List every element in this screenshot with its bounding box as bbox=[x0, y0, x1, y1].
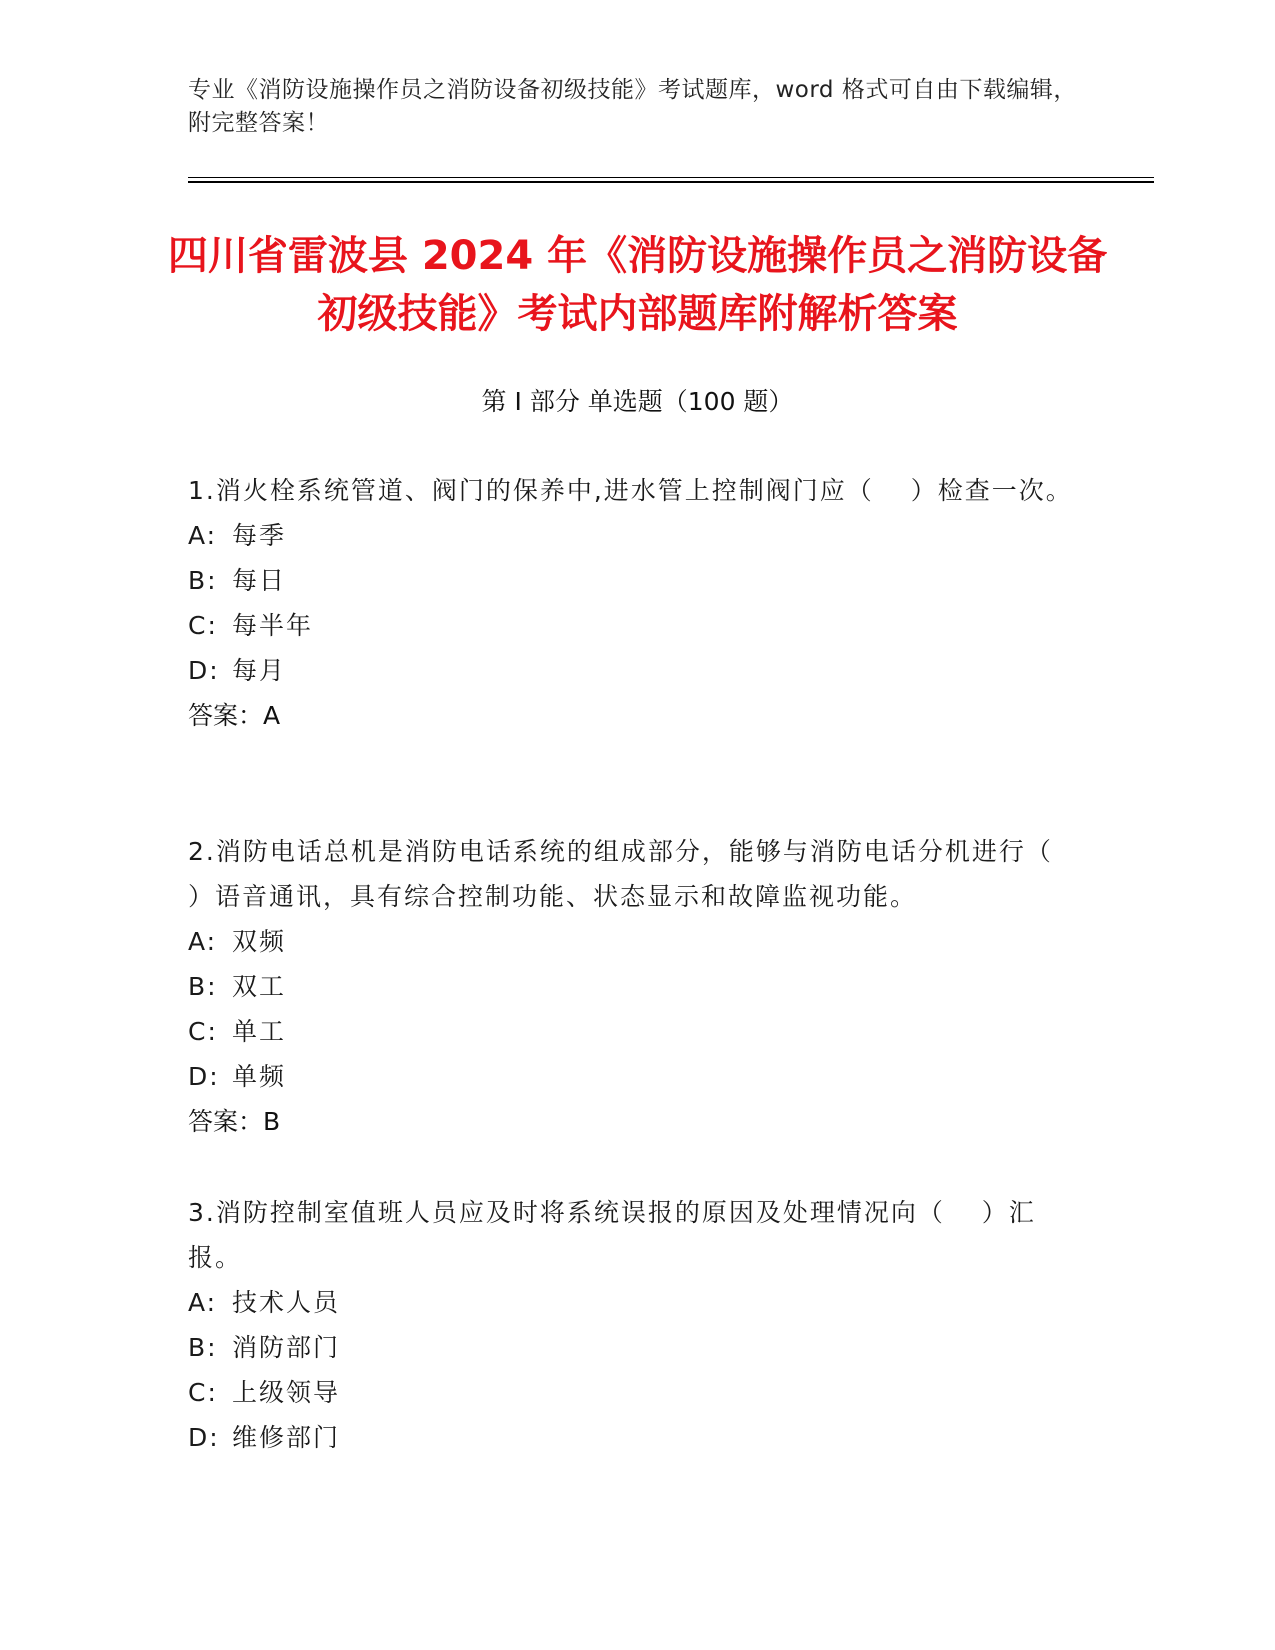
answer-line: 答案：B bbox=[188, 1107, 281, 1136]
question-3 bbox=[188, 1190, 1078, 1460]
option-text: 双工 bbox=[232, 972, 287, 1001]
question-stem: 2.消防电话总机是消防电话系统的组成部分，能够与消防电话分机进行（ ）语音通讯，具有综合控制功能、状态显示和故障监视功能。 bbox=[188, 837, 1090, 911]
option-text: 消防部门 bbox=[232, 1333, 341, 1362]
option-c bbox=[188, 1009, 1078, 1054]
option-c bbox=[188, 1370, 1078, 1415]
option-d bbox=[188, 1415, 1078, 1460]
option-d bbox=[188, 648, 1078, 693]
question-stem: 1.消火栓系统管道、阀门的保养中,进水管上控制阀门应（ ）检查一次。 bbox=[188, 476, 1073, 505]
header-note: 专业《消防设施操作员之消防设备初级技能》考试题库，word 格式可自由下载编辑，附完整答案！ bbox=[188, 77, 1077, 136]
option-letter: C: bbox=[188, 1017, 218, 1046]
question-2 bbox=[188, 829, 1090, 1144]
option-letter: C: bbox=[188, 1378, 218, 1407]
document-title: 四川省雷波县 2024 年《消防设施操作员之消防设备初级技能》考试内部题库附解析答案 bbox=[167, 233, 1108, 337]
option-letter: B: bbox=[188, 1333, 218, 1362]
option-b bbox=[188, 558, 1078, 603]
option-text: 技术人员 bbox=[232, 1288, 341, 1317]
option-letter: D: bbox=[188, 1062, 220, 1091]
option-text: 双频 bbox=[232, 927, 287, 956]
option-a bbox=[188, 513, 1078, 558]
header-rule-thick bbox=[188, 181, 1154, 183]
option-b bbox=[188, 964, 1078, 1009]
option-c bbox=[188, 603, 1078, 648]
option-text: 每半年 bbox=[232, 611, 314, 640]
option-text: 维修部门 bbox=[232, 1423, 341, 1452]
option-letter: B: bbox=[188, 972, 218, 1001]
option-letter: C: bbox=[188, 611, 218, 640]
option-text: 单频 bbox=[232, 1062, 287, 1091]
option-text: 每日 bbox=[232, 566, 287, 595]
option-letter: D: bbox=[188, 656, 220, 685]
option-text: 每月 bbox=[232, 656, 287, 685]
option-text: 上级领导 bbox=[232, 1378, 341, 1407]
option-text: 单工 bbox=[232, 1017, 287, 1046]
option-b bbox=[188, 1325, 1078, 1370]
option-letter: D: bbox=[188, 1423, 220, 1452]
option-letter: B: bbox=[188, 566, 218, 595]
question-stem: 3.消防控制室值班人员应及时将系统误报的原因及处理情况向（ ）汇报。 bbox=[188, 1198, 1036, 1272]
answer-line: 答案：A bbox=[188, 701, 281, 730]
option-a bbox=[188, 919, 1078, 964]
option-d bbox=[188, 1054, 1078, 1099]
option-letter: A: bbox=[188, 521, 218, 550]
option-text: 每季 bbox=[232, 521, 287, 550]
question-1 bbox=[188, 468, 1078, 738]
option-letter: A: bbox=[188, 1288, 218, 1317]
option-a bbox=[188, 1280, 1078, 1325]
section-heading: 第 I 部分 单选题（100 题） bbox=[481, 387, 794, 416]
option-letter: A: bbox=[188, 927, 218, 956]
header-rule-thin bbox=[188, 177, 1154, 178]
